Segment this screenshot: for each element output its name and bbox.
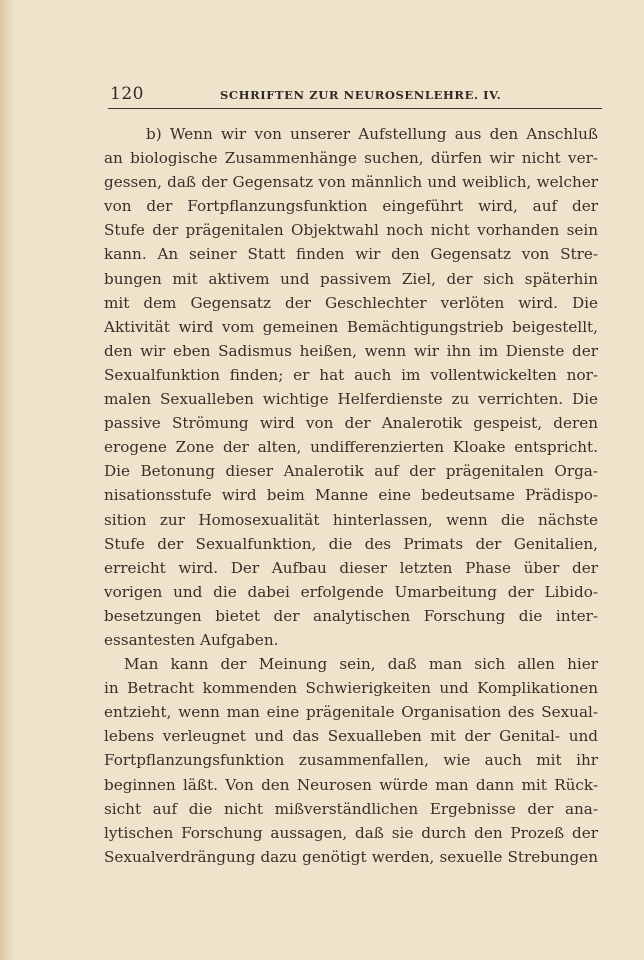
text-line: Stufe der Sexualfunktion, die des Primats der Genitalien, [104, 534, 598, 553]
running-head: SCHRIFTEN ZUR NEUROSENLEHRE. IV. [220, 88, 502, 102]
page-header [108, 82, 602, 109]
text-line: besetzungen bietet der analytischen Forschung die inter- [104, 606, 598, 625]
text-line: Sexualverdrängung dazu genötigt werden, sexuelle Strebungen [104, 847, 598, 866]
text-line: kann. An seiner Statt finden wir den Gegensatz von Stre- [104, 245, 598, 264]
text-line: den wir eben Sadismus heißen, wenn wir ihn im Dienste der [104, 341, 598, 360]
text-line: beginnen läßt. Von den Neurosen würde man dann mit Rück- [104, 775, 598, 794]
text-line: lytischen Forschung aussagen, daß sie durch den Prozeß der [104, 823, 598, 842]
text-line: essantesten Aufgaben. [104, 630, 279, 649]
text-line: Man kann der Meinung sein, daß man sich allen hier [124, 655, 598, 674]
page-number: 120 [110, 84, 144, 104]
text-line: sicht auf die nicht mißverständlichen Ergebnisse der ana- [104, 799, 598, 818]
text-line: Aktivität wird vom gemeinen Bemächtigungstrieb beigestellt, [104, 317, 598, 336]
text-line: sition zur Homosexualität hinterlassen, wenn die nächste [104, 510, 598, 529]
text-line: bungen mit aktivem und passivem Ziel, der sich späterhin [104, 269, 598, 288]
text-line: gessen, daß der Gegensatz von männlich und weiblich, welcher [104, 173, 598, 192]
text-line: mit dem Gegensatz der Geschlechter verlöten wird. Die [104, 293, 598, 312]
text-line: erreicht wird. Der Aufbau dieser letzten Phase über der [104, 558, 598, 577]
text-line: malen Sexualleben wichtige Helferdienste zu verrichten. Die [104, 390, 598, 409]
text-line: vorigen und die dabei erfolgende Umarbeitung der Libido- [104, 582, 598, 601]
text-line: entzieht, wenn man eine prägenitale Organisation des Sexual- [104, 703, 598, 722]
text-line: erogene Zone der alten, undifferenzierten Kloake entspricht. [104, 438, 598, 457]
text-line: nisationsstufe wird beim Manne eine bedeutsame Prädispo- [104, 486, 598, 505]
text-line: b) Wenn wir von unserer Aufstellung aus den Anschluß [146, 125, 598, 143]
page-body [104, 122, 598, 869]
paragraph-2 [104, 652, 598, 869]
text-line: passive Strömung wird von der Analerotik gespeist, deren [104, 414, 598, 433]
text-line: Sexualfunktion finden; er hat auch im vollentwickelten nor- [104, 365, 598, 384]
text-line: an biologische Zusammenhänge suchen, dürfen wir nicht ver- [104, 149, 598, 168]
text-line: lebens verleugnet und das Sexualleben mit der Genital- und [104, 727, 598, 746]
text-line: Fortpflanzungsfunktion zusammenfallen, wie auch mit ihr [104, 751, 598, 770]
paragraph-1 [104, 122, 598, 652]
text-line: von der Fortpflanzungsfunktion eingeführt wird, auf der [104, 197, 598, 216]
text-line: in Betracht kommenden Schwierigkeiten und Komplikationen [104, 679, 598, 698]
text-line: Die Betonung dieser Analerotik auf der prägenitalen Orga- [104, 462, 598, 481]
text-line: Stufe der prägenitalen Objektwahl noch nicht vorhanden sein [104, 221, 598, 240]
